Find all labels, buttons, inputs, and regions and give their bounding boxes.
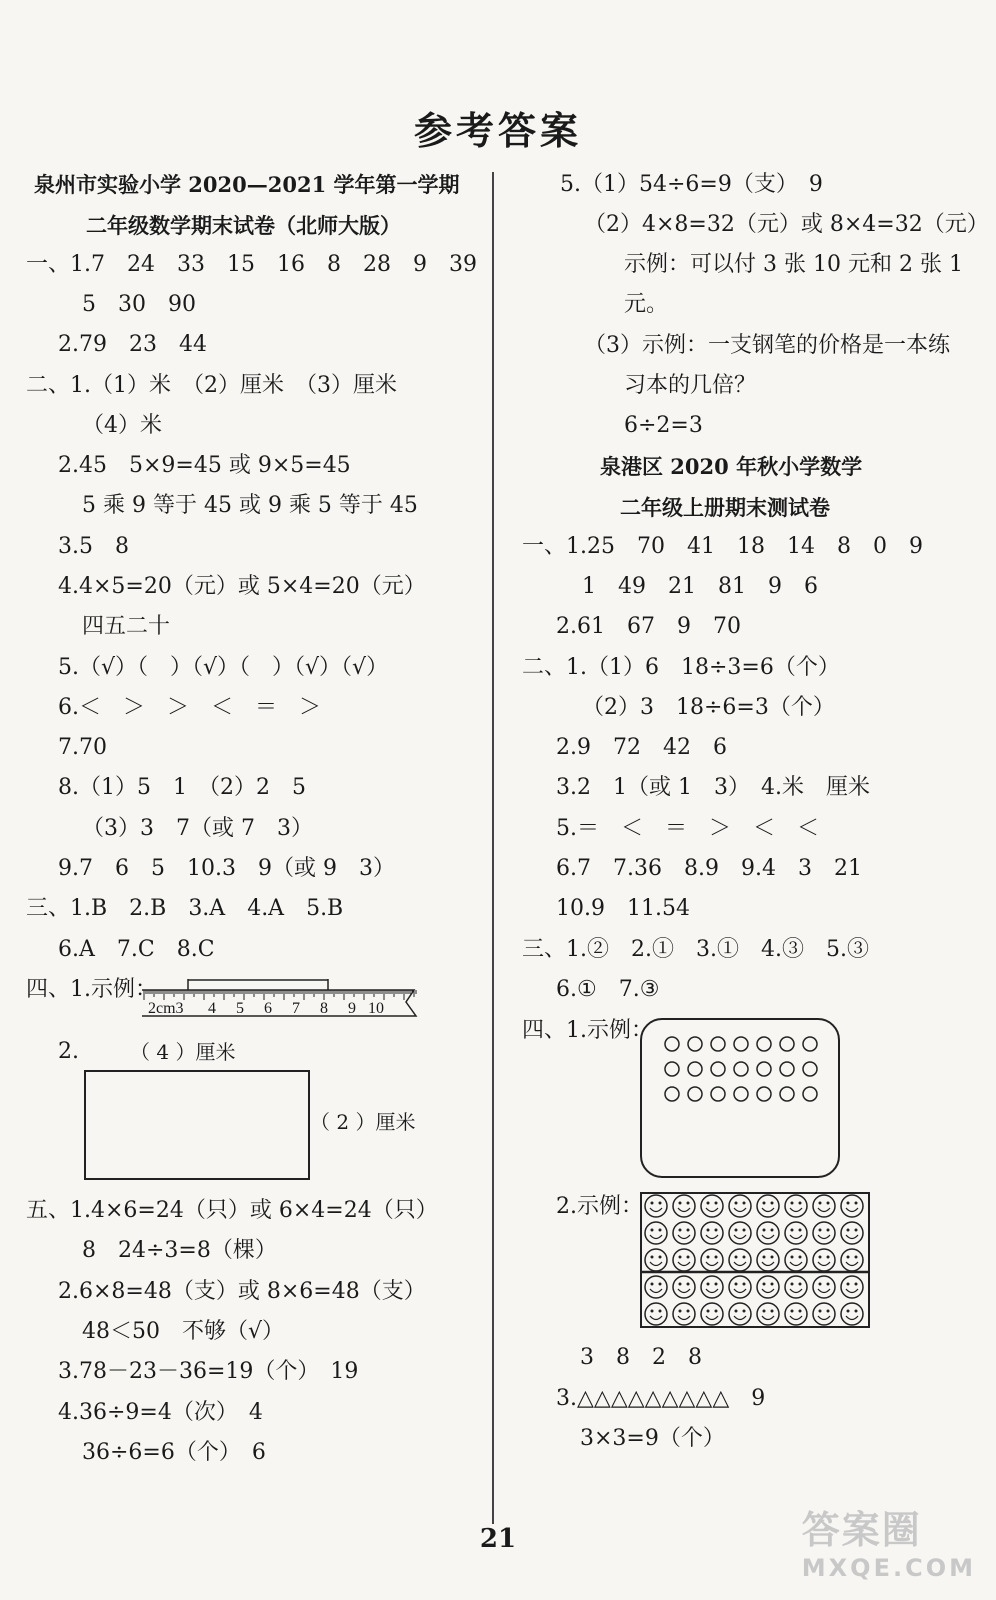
answer-line: 2.45 5×9=45 或 9×5=45: [58, 453, 351, 478]
smiley-face: [729, 1222, 751, 1244]
watermark: [802, 1499, 976, 1582]
answer-line: 2.6×8=48（支）或 8×6=48（支）: [58, 1279, 426, 1304]
ruler-label: 7: [292, 1000, 300, 1017]
smiley-face: [757, 1276, 779, 1298]
ruler-label: 5: [236, 1000, 244, 1017]
smiley-face: [841, 1195, 863, 1217]
smiley-face: [841, 1303, 863, 1325]
smiley-face: [729, 1303, 751, 1325]
answer-line: 7.70: [58, 735, 107, 760]
smiley-face: [813, 1303, 835, 1325]
answer-line: 5 乘 9 等于 45 或 9 乘 5 等于 45: [82, 493, 418, 518]
rectangle-figure: [84, 1070, 310, 1180]
circle-mark: [665, 1087, 679, 1101]
page-title: 参考答案: [413, 108, 582, 153]
answer-line: 四、1.示例：: [522, 1018, 653, 1043]
circle-mark: [711, 1087, 725, 1101]
smiley-grid: [640, 1192, 872, 1330]
answer-line: 1 49 21 81 9 6: [582, 574, 818, 599]
circle-mark: [780, 1062, 794, 1076]
circle-mark: [711, 1062, 725, 1076]
answer-line: 5.（1）54÷6=9（支） 9: [560, 172, 823, 197]
answer-line: 2.示例：: [556, 1194, 643, 1219]
answer-line: 5 30 90: [82, 292, 196, 317]
smiley-face: [757, 1222, 779, 1244]
smiley-face: [673, 1249, 695, 1271]
answer-line: 9.7 6 5 10.3 9（或 9 3）: [58, 856, 395, 881]
smiley-face: [813, 1195, 835, 1217]
circle-mark: [780, 1087, 794, 1101]
circle-mark: [734, 1062, 748, 1076]
answer-line: 3.5 8: [58, 534, 129, 559]
answer-line: （2）3 18÷6=3（个）: [582, 695, 835, 720]
left-heading-exam: 二年级数学期末试卷（北师大版）: [86, 213, 401, 238]
circle-mark: [688, 1087, 702, 1101]
smiley-face: [701, 1249, 723, 1271]
smiley-face: [813, 1276, 835, 1298]
smiley-face: [645, 1249, 667, 1271]
ruler-label: 8: [320, 1000, 328, 1017]
smiley-face: [701, 1222, 723, 1244]
smiley-face: [645, 1303, 667, 1325]
ruler-label: 2cm3: [148, 1000, 184, 1017]
smiley-face: [757, 1195, 779, 1217]
answer-line: 5.＝ ＜ ＝ ＞ ＜ ＜: [556, 816, 819, 841]
answer-line: 二、1.（1）米 （2）厘米 （3）厘米: [26, 373, 397, 398]
answer-line: 二、1.（1）6 18÷3=6（个）: [522, 655, 840, 680]
answer-line: 一、1.25 70 41 18 14 8 0 9: [522, 534, 923, 559]
answer-line: 习本的几倍？: [624, 373, 757, 398]
ruler-label: 6: [264, 1000, 272, 1017]
answer-line: （2）4×8=32（元）或 8×4=32（元）: [584, 212, 989, 237]
smiley-face: [645, 1195, 667, 1217]
answer-line: 2.61 67 9 70: [556, 614, 741, 639]
smiley-face: [785, 1276, 807, 1298]
answer-line: 三、1.B 2.B 3.A 4.A 5.B: [26, 896, 344, 921]
answer-line: 6÷2=3: [624, 413, 703, 438]
answer-line: （3）3 7（或 7 3）: [82, 816, 313, 841]
ruler-label: 9: [348, 1000, 356, 1017]
circle-mark: [757, 1087, 771, 1101]
answer-line: 3.△△△△△△△△△ 9: [556, 1386, 766, 1411]
right-heading-district: 泉港区 2020 年秋小学数学: [600, 454, 863, 479]
ruler-label: 4: [208, 1000, 216, 1017]
answer-line: 2.9 72 42 6: [556, 735, 727, 760]
answer-line: （4）米: [82, 413, 162, 438]
answer-line: 四五二十: [82, 614, 171, 639]
answer-line: 3.2 1（或 1 3） 4.米 厘米: [556, 775, 870, 800]
smiley-face: [813, 1222, 835, 1244]
circle-mark: [803, 1087, 817, 1101]
answer-line: 3×3=9（个）: [580, 1426, 725, 1451]
circle-mark: [803, 1062, 817, 1076]
circle-mark: [803, 1037, 817, 1051]
answer-line: 一、1.7 24 33 15 16 8 28 9 39: [26, 252, 477, 277]
circle-mark: [688, 1062, 702, 1076]
smiley-face: [673, 1195, 695, 1217]
smiley-face: [701, 1276, 723, 1298]
answer-line: 2.: [58, 1039, 79, 1064]
smiley-face: [673, 1303, 695, 1325]
rect-top-label: （ 4 ）厘米: [130, 1040, 236, 1064]
smiley-face: [701, 1303, 723, 1325]
answer-line: 6.A 7.C 8.C: [58, 937, 215, 962]
ruler-label: 10: [368, 1000, 384, 1017]
smiley-face: [729, 1249, 751, 1271]
answer-line: 10.9 11.54: [556, 896, 690, 921]
smiley-face: [785, 1303, 807, 1325]
smiley-face: [757, 1249, 779, 1271]
circle-mark: [757, 1037, 771, 1051]
smiley-face: [813, 1249, 835, 1271]
answer-line: 3 8 2 8: [580, 1345, 702, 1370]
answer-line: 示例：可以付 3 张 10 元和 2 张 1: [624, 252, 963, 277]
smiley-face: [841, 1222, 863, 1244]
circles-box: [640, 1018, 840, 1178]
answer-line: 36÷6=6（个） 6: [82, 1440, 266, 1465]
answer-line: 4.4×5=20（元）或 5×4=20（元）: [58, 574, 426, 599]
smiley-face: [645, 1222, 667, 1244]
answer-line: 8.（1）5 1 （2）2 5: [58, 775, 306, 800]
circles-grid: [642, 1020, 838, 1176]
answer-line: 四、1.示例：: [26, 977, 157, 1002]
column-divider: [492, 172, 494, 1524]
left-heading-school: 泉州市实验小学 2020—2021 学年第一学期: [34, 172, 460, 197]
rect-side-label: （ 2 ）厘米: [310, 1110, 416, 1134]
circle-mark: [665, 1037, 679, 1051]
circle-mark: [665, 1062, 679, 1076]
smiley-face: [757, 1303, 779, 1325]
smiley-face: [785, 1222, 807, 1244]
answer-line: 5.（√）（ ）（√）（ ）（√）（√）: [58, 655, 389, 680]
smiley-face: [701, 1195, 723, 1217]
answer-line: 三、1.② 2.① 3.① 4.③ 5.③: [522, 937, 869, 962]
smiley-face: [841, 1249, 863, 1271]
circle-mark: [688, 1037, 702, 1051]
answer-line: 五、1.4×6=24（只）或 6×4=24（只）: [26, 1198, 438, 1223]
watermark-url: MXQE.COM: [801, 1554, 976, 1582]
answer-line: 48＜50 不够（√）: [82, 1319, 285, 1344]
answer-line: 6.7 7.36 8.9 9.4 3 21: [556, 856, 862, 881]
ruler-figure: [140, 976, 422, 1034]
circle-mark: [734, 1037, 748, 1051]
answer-line: 3.78－23－36=19（个） 19: [58, 1359, 359, 1384]
circle-mark: [711, 1037, 725, 1051]
circle-mark: [734, 1087, 748, 1101]
answer-line: 6.＜ ＞ ＞ ＜ ＝ ＞: [58, 695, 321, 720]
smiley-face: [785, 1195, 807, 1217]
answer-line: 2.79 23 44: [58, 332, 207, 357]
watermark-text: 答案圈: [801, 1508, 922, 1552]
smiley-face: [785, 1249, 807, 1271]
answer-line: 6.① 7.③: [556, 977, 660, 1002]
right-heading-exam: 二年级上册期末测试卷: [620, 495, 830, 520]
answer-line: 8 24÷3=8（棵）: [82, 1238, 277, 1263]
smiley-face: [673, 1222, 695, 1244]
smiley-face: [673, 1276, 695, 1298]
smiley-face: [841, 1276, 863, 1298]
smiley-face: [645, 1276, 667, 1298]
smiley-face: [729, 1195, 751, 1217]
page-number: 21: [479, 1524, 517, 1554]
answer-line: 4.36÷9=4（次） 4: [58, 1400, 263, 1425]
circle-mark: [780, 1037, 794, 1051]
answer-line: 元。: [624, 292, 669, 317]
smiley-face: [729, 1276, 751, 1298]
answer-line: （3）示例：一支钢笔的价格是一本练: [584, 333, 950, 358]
circle-mark: [757, 1062, 771, 1076]
